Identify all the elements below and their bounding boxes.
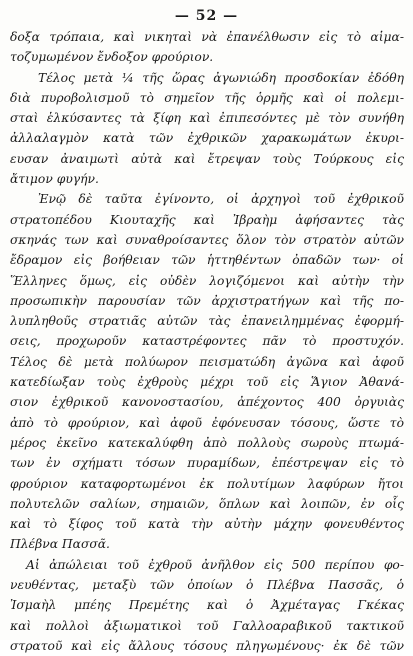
text-line: καὶ τὸ ξίφος τοῦ κατὰ τὴν αὐτὴν μάχην φονευθέντος <box>10 517 404 532</box>
text-line: μέρος ἐκεῖνο κατεκαλύφθη ἀπὸ πολλοὺς σωροὺς πτωμά- <box>10 435 404 450</box>
text-line: προσωπικὴν παρουσίαν τῶν ἀρχιστρατήγων καὶ τῆς πο- <box>10 293 404 308</box>
text-line: σεις, προχωροῦν καταστρέφοντες πᾶν τὸ προστυχόν. <box>10 334 404 349</box>
text-line: Ἐνῷ δὲ ταῦτα ἐγίνοντο, οἱ ἀρχηγοὶ τοῦ ἐχθρικοῦ <box>38 192 404 207</box>
text-line: ἀπὸ τὸ φρούριον, καὶ ἀφοῦ ἐφόνευσαν τόσους, ὥστε τὸ <box>10 415 404 430</box>
text-line: Πλέβνα Πασσᾶ. <box>10 537 110 552</box>
text-line: Τέλος μετὰ ¼ τῆς ὥρας ἀγωνιώδη προσδοκίαν ἐδόθη <box>38 70 404 85</box>
text-line: λυπληθοῦς στρατιᾶς αὐτῶν τὰς ἐπανειλημμένας ἐφορμή- <box>10 314 404 329</box>
page-text <box>10 27 404 656</box>
text-line: διὰ πυροβολισμοῦ τὸ σημεῖον τῆς ὁρμῆς καὶ οἱ πολεμι- <box>10 90 404 105</box>
text-line: καὶ πολλοὶ ἀξιωματικοὶ τοῦ Γαλλοαραβικοῦ τακτικοῦ <box>10 618 404 633</box>
text-line: σκηνάς των καὶ συναθροίσαντες ὅλον τὸν στρατὸν αὐτῶν <box>10 232 404 247</box>
text-line: ἔδραμον εἰς βοήθειαν τῶν ἡττηθέντων ὀπαδῶν των· οἱ <box>10 253 404 268</box>
text-line: ευσαν ἀναιμωτὶ αὐτὰ καὶ ἔτρεψαν τοὺς Τούρκους εἰς <box>10 151 404 166</box>
text-line: σταὶ ἑλκύσαντες τὰ ξίφη καὶ ἐπιπεσόντες μὲ τὸν συνήθη <box>10 111 404 126</box>
text-line: κατεδίωξαν τοὺς ἐχθροὺς μέχρι τοῦ εἰς Ἅγιον Ἀθανά- <box>10 375 404 390</box>
text-line: σιον ἐχθρικοῦ κανονοστασίου, ἀπέχοντος 400 ὀργυιὰς <box>10 395 404 410</box>
text-line: στρατοῦ καὶ εἰς ἄλλους τόσους πληγωμένους· ἐκ δὲ τῶν <box>10 638 404 653</box>
text-line: δοξα τρόπαια, καὶ νικηταὶ νὰ ἐπανέλθωσιν εἰς τὸ αἱμα- <box>10 30 404 44</box>
text-line: των ἐν σχήματι τόσων πυραμίδων, ἐπέστρεψαν εἰς τὸ <box>10 456 404 471</box>
paragraph <box>10 27 404 68</box>
text-line: στρατοπέδου Κιουταχῆς καὶ Ἰβραὴμ ἀφήσαντες τὰς <box>10 212 404 227</box>
text-line: Ἰσμαὴλ μπέης Πρεμέτης καὶ ὁ Ἀχμέταγας Γκέκας <box>10 598 404 613</box>
paragraph <box>10 68 404 190</box>
text-line: Τέλος δὲ μετὰ πολύωρον πεισματώδη ἀγῶνα καὶ ἀφοῦ <box>10 354 404 369</box>
text-line: νευθέντας, μεταξὺ τῶν ὁποίων ὁ Πλέβνα Πασσᾶς, ὁ <box>10 578 404 593</box>
text-line: ἄτιμον φυγήν. <box>10 172 99 187</box>
text-line: τοζυμωμένον ἔνδοξον φρούριον. <box>10 50 214 65</box>
text-line: Ἕλληνες ὅμως, εἰς οὐδὲν λογιζόμενοι καὶ αὐτὴν τὴν <box>10 273 404 288</box>
page-number: — 52 — <box>174 8 239 24</box>
text-line: φρούριον καταφορτωμένοι ἐκ πολυτίμων λαφύρων ἤτοι <box>10 476 404 491</box>
text-line: Αἱ ἀπώλειαι τοῦ ἐχθροῦ ἀνῆλθον εἰς 500 περίπου φο- <box>26 557 404 572</box>
text-line: ἀλλαλαγμὸν κατὰ τῶν ἐχθρικῶν χαρακωμάτων ἐκυρι- <box>10 131 404 146</box>
paragraph <box>10 555 404 656</box>
paragraph <box>10 189 404 554</box>
text-line: πολυτελῶν σαλίων, σημαιῶν, ὅπλων καὶ λοιπῶν, ἐν οἷς <box>10 496 404 511</box>
